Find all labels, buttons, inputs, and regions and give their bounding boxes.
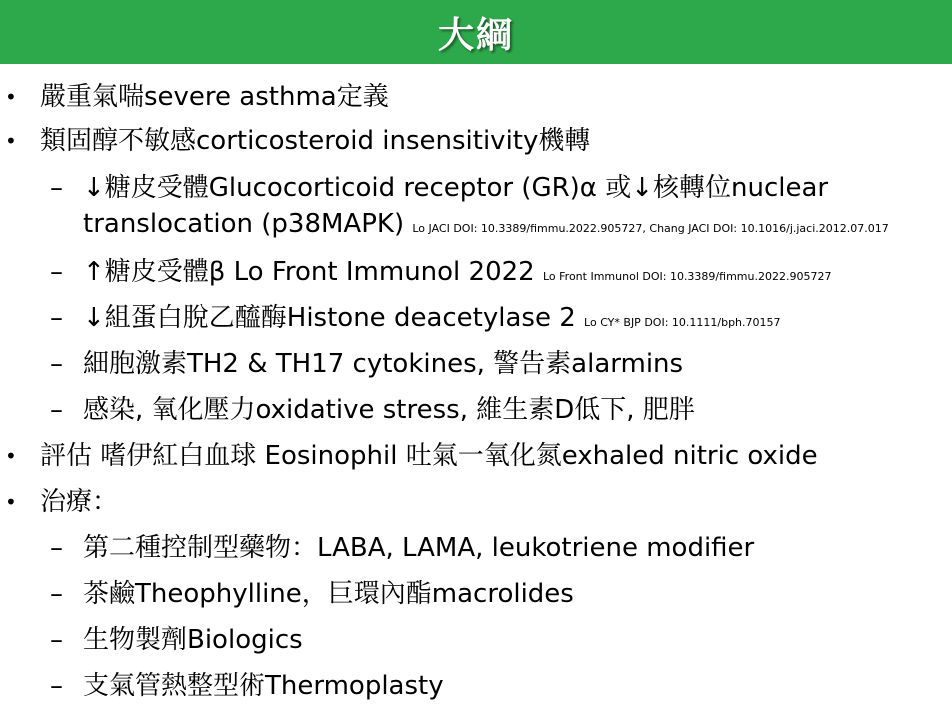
dash-marker: –: [50, 349, 63, 379]
dash-marker: –: [50, 671, 63, 701]
sub-bullet-text: 生物製劑Biologics: [83, 625, 303, 655]
bullet-marker: •: [5, 85, 17, 109]
reference-citation: Lo JACI DOI: 10.3389/fimmu.2022.905727, Chang JACI DOI: 10.1016/j.jaci.2012.07.017: [412, 222, 889, 235]
bullet-marker: •: [5, 129, 17, 153]
dash-marker: –: [50, 625, 63, 655]
slide-title: 大綱: [437, 14, 514, 56]
sub-bullet-text: ↓組蛋白脫乙醯酶Histone deacetylase 2: [83, 303, 585, 333]
sub-bullet-text: 第二種控制型藥物：LABA, LAMA, leukotriene modifier: [83, 533, 755, 563]
bullet-text: 類固醇不敏感corticosteroid insensitivity機轉: [40, 126, 591, 156]
title-bar: [0, 0, 952, 64]
sub-bullet-text: ↑糖皮受體β Lo Front Immunol 2022: [83, 257, 543, 287]
dash-marker: –: [50, 173, 63, 203]
bullet-text: 治療：: [40, 487, 119, 517]
dash-marker: –: [50, 257, 63, 287]
sub-bullet-text: 細胞激素TH2 & TH17 cytokines, 警告素alarmins: [83, 349, 684, 379]
reference-citation: Lo CY* BJP DOI: 10.1111/bph.70157: [584, 316, 781, 329]
dash-marker: –: [50, 579, 63, 609]
sub-bullet-text: 感染, 氧化壓力oxidative stress, 維生素D低下, 肥胖: [83, 395, 695, 425]
bullet-text: 評估 嗜伊紅白血球 Eosinophil 吐氣一氧化氮exhaled nitric oxide: [40, 441, 818, 471]
reference-citation: Lo Front Immunol DOI: 10.3389/fimmu.2022.905727: [542, 270, 832, 283]
bullet-marker: •: [5, 490, 17, 514]
bullet-marker: •: [5, 444, 17, 468]
sub-bullet-text: 茶鹼Theophylline，巨環內酯macrolides: [83, 579, 574, 609]
sub-bullet-text: 支氣管熱整型術Thermoplasty: [83, 671, 444, 701]
bullet-text: 嚴重氣喘severe asthma定義: [40, 82, 389, 112]
dash-marker: –: [50, 395, 63, 425]
dash-marker: –: [50, 303, 63, 333]
sub-bullet-text: ↓糖皮受體Glucocorticoid receptor (GR)α 或↓核轉位nuclear: [83, 173, 829, 203]
dash-marker: –: [50, 533, 63, 563]
sub-bullet-text: translocation (p38MAPK): [83, 209, 413, 239]
